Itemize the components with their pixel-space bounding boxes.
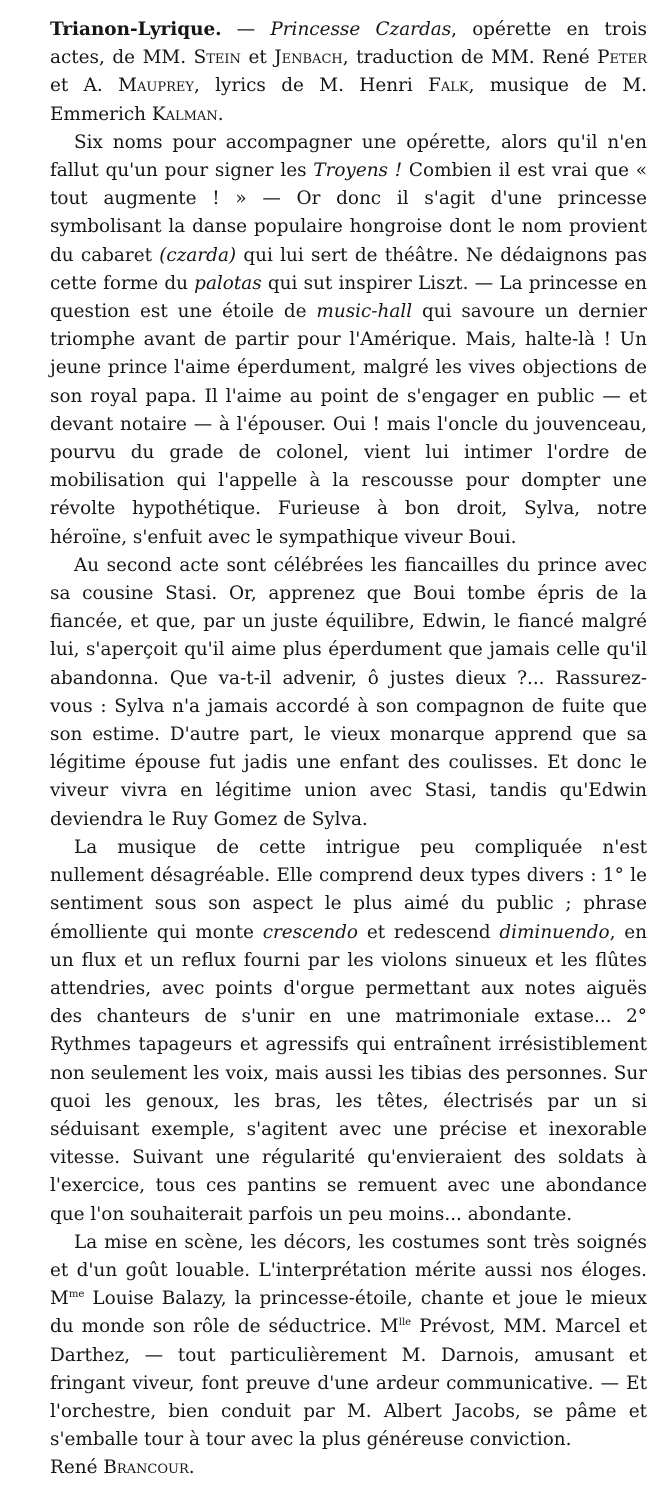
superscript: me bbox=[68, 1289, 85, 1301]
superscript: lle bbox=[398, 1317, 412, 1329]
text-run: qui lui sert de théâtre. Ne dédaignons pas cette forme du bbox=[50, 244, 648, 294]
paragraph-music bbox=[50, 834, 647, 1229]
italic-run: (czarda) bbox=[159, 244, 237, 266]
signature-period: . bbox=[188, 1457, 195, 1479]
author-name: Stein bbox=[193, 47, 241, 69]
italic-run: palotas bbox=[194, 272, 262, 294]
review-heading-paragraph bbox=[50, 16, 647, 129]
heading-text: . bbox=[217, 103, 224, 125]
italic-run: Troyens ! bbox=[313, 160, 403, 182]
heading-text: et A. bbox=[50, 75, 119, 97]
italic-run: music-hall bbox=[316, 301, 413, 323]
text-run: Combien il est vrai que « tout augmente ! » — Or donc il s'agit d'une princesse symbolisant la danse populaire hongroise dont le nom provient du cabaret bbox=[50, 160, 648, 266]
text-run: Six noms pour accompagner une opérette, alors qu'il n'en fallut qu'un pour signer les bbox=[50, 131, 647, 182]
signature-last-name: Brancour bbox=[103, 1457, 189, 1479]
signature-first-name: René bbox=[50, 1457, 104, 1479]
work-title: Princesse Czardas bbox=[270, 19, 452, 40]
text-run: La musique de cette intrigue peu compliquée n'est nullement désagréable. Elle comprend deux types divers : 1° le sentiment sous son aspect le plus aimé du public ; phrase émolliente qui monte bbox=[50, 836, 647, 943]
heading-dash: — bbox=[221, 19, 271, 40]
translator-name: Mauprey bbox=[118, 75, 194, 97]
translator-name: Peter bbox=[597, 47, 647, 69]
paragraph-plot-act-two: Au second acte sont célébrées les fiancailles du prince avec sa cousine Stasi. Or, apprenez que Boui tombe épris de la fiancée, et que, par un juste équilibre, Edwin, le fiancé malgré lui, s'aperçoit qu'il aime plus éperdument que jamais celle qu'il abandonna. Que va-t-il advenir, ô justes dieux ?... Rassurez-vous : Sylva n'a jamais accordé à son compagnon de fuite que son estime. D'autre part, le vieux monarque apprend que sa légitime épouse fut jadis une enfant des coulisses. Et donc le viveur vivra en légitime union avec Stasi, tandis qu'Edwin deviendra le Ruy Gomez de Sylva. bbox=[50, 554, 647, 830]
signature bbox=[50, 1454, 645, 1482]
text-run: qui savoure un dernier triomphe avant de partir pour l'Amérique. Mais, halte-là ! Un jeune prince l'aime éperdument, malgré les vives objections de son royal papa. Il l'aime au point de s'engager en public — et devant notaire — à l'épouser. Oui ! mais l'oncle du jouvenceau, pourvu du grade de colonel, vient lui intimer l'ordre de mobilisation qui l'appelle à la rescousse pour dompter une révolte hypothétique. Furieuse à bon droit, Sylva, notre héroïne, s'enfuit avec le sympathique viveur Boui. bbox=[50, 301, 647, 548]
heading-text: et bbox=[240, 47, 275, 69]
text-run: et redescend bbox=[357, 921, 500, 943]
composer-name: Kalman bbox=[151, 103, 218, 125]
text-run: La mise en scène, les décors, les costumes sont très soignés et d'un goût louable. L'interprétation mérite aussi nos éloges. M bbox=[50, 1231, 647, 1310]
heading-text: , lyrics de M. Henri bbox=[193, 75, 429, 97]
italic-run: crescendo bbox=[262, 921, 358, 943]
italic-run: diminuendo bbox=[499, 921, 610, 943]
theatre-name: Trianon-Lyrique. bbox=[50, 19, 222, 40]
heading-text: , musique de M. Emmerich bbox=[50, 75, 648, 125]
heading-text: , traduction de MM. René bbox=[342, 47, 598, 69]
heading-text: , opérette en trois actes, de MM. bbox=[50, 19, 647, 69]
author-name: Jenbach bbox=[274, 47, 343, 69]
paragraph-plot-act-one bbox=[50, 129, 647, 552]
text-run: , en un flux et un reflux fourni par les violons sinueux et les flûtes attendries, avec points d'orgue permettant aux notes aiguës des chanteurs de s'unir en une matrimoniale extase... 2° Rythmes tapageurs et agressifs qui entraînent irrésistiblement non seulement les voix, mais aussi les tibias des personnes. Sur quoi les genoux, les bras, les têtes, électrisés par un si séduisant exemple, s'agitent avec une précise et inexorable vitesse. Suivant une régularité qu'envieraient des soldats à l'exercice, tous ces pantins se remuent avec une abondance que l'on souhaiterait parfois un peu moins... abondante. bbox=[50, 921, 648, 1225]
lyricist-name: Falk bbox=[428, 75, 469, 97]
text-run: qui sut inspirer Liszt. — La princesse en question est une étoile de bbox=[50, 272, 647, 323]
text-run: Prévost, MM. Marcel et Darthez, — tout particulièrement M. Darnois, amusant et fringant viveur, font preuve d'une ardeur communicative. — Et l'orchestre, bien conduit par M. Albert Jacobs, se pâme et s'emballe tour à tour avec la plus généreuse conviction. bbox=[50, 1316, 647, 1451]
text-run: Louise Balazy, la princesse-étoile, chante et joue le mieux du monde son rôle de séductrice. M bbox=[50, 1288, 647, 1338]
paragraph-staging-cast bbox=[50, 1229, 647, 1455]
